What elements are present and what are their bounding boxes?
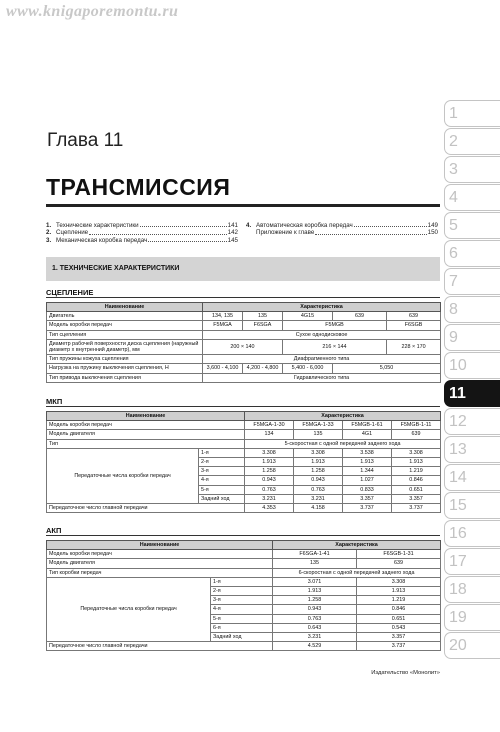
col-header: Наименование [47, 541, 273, 550]
table-cell: 1.219 [357, 596, 441, 605]
table-cell: 0.943 [294, 476, 343, 485]
chapter-tab-label: 10 [449, 357, 467, 374]
table-cell: 1.913 [392, 458, 441, 467]
chapter-tab-10[interactable] [444, 352, 500, 379]
toc-item[interactable] [246, 229, 438, 236]
table-cell: Передаточные числа коробки передач [47, 577, 211, 641]
table-cell: Двигатель [47, 312, 203, 321]
table-cell: 0.833 [343, 485, 392, 494]
akp-heading: АКП [46, 526, 62, 535]
table-row [47, 550, 441, 559]
table-row [47, 312, 441, 321]
table-cell: 0.943 [273, 605, 357, 614]
table-cell: 3.308 [392, 448, 441, 457]
toc-label: Сцепление [56, 229, 89, 237]
chapter-tab-label: 8 [449, 301, 458, 318]
table-cell: 4-я [199, 476, 245, 485]
chapter-tab-14[interactable] [444, 464, 500, 491]
table-cell: 1.913 [343, 458, 392, 467]
table-cell: 5-скоростная с одной передачей заднего хода [245, 439, 441, 448]
table-cell: F5MGB-1-11 [392, 421, 441, 430]
table-cell: 0.651 [392, 485, 441, 494]
table-row [47, 430, 441, 439]
table-cell: Тип коробки передач [47, 568, 273, 577]
table-cell: 3.071 [273, 577, 357, 586]
table-cell: Тип [47, 439, 245, 448]
table-cell: 6-я [211, 623, 273, 632]
table-cell: 639 [333, 312, 387, 321]
chapter-tab-label: 17 [449, 553, 467, 570]
title-rule [46, 204, 440, 207]
toc-num: 4. [246, 222, 252, 229]
chapter-tab-13[interactable] [444, 436, 500, 463]
table-row [47, 412, 441, 421]
table-cell: 3.308 [245, 448, 294, 457]
table-cell: Сухое однодисковое [203, 330, 441, 339]
table-cell: 3.737 [392, 504, 441, 513]
table-cell: F6SGB-1-31 [357, 550, 441, 559]
table-row [47, 568, 441, 577]
table-row [47, 642, 441, 651]
table-cell: Модель коробки передач [47, 321, 203, 330]
table-row [47, 504, 441, 513]
table-cell: 3.231 [294, 494, 343, 503]
toc-label: Технические характеристики [56, 222, 139, 229]
table-cell: Тип привода выключения сцепления [47, 373, 203, 382]
toc-dots [315, 229, 426, 234]
table-cell: 0.543 [357, 623, 441, 632]
table-cell: 3.357 [343, 494, 392, 503]
table-cell: 135 [294, 430, 343, 439]
table-cell: Передаточное число главной передачи [47, 504, 245, 513]
table-cell: 1.913 [294, 458, 343, 467]
toc-page: 142 [227, 229, 238, 237]
table-row [47, 577, 441, 586]
chapter-tab-2[interactable] [444, 128, 500, 155]
table-cell: 3.737 [343, 504, 392, 513]
table-cell: 0.943 [245, 476, 294, 485]
table-cell: 2-я [211, 587, 273, 596]
table-cell: 4.353 [245, 504, 294, 513]
table-row [47, 439, 441, 448]
chapter-tab-label: 7 [449, 273, 458, 290]
table-cell: 1.913 [245, 458, 294, 467]
table-cell: 134 [245, 430, 294, 439]
table-cell: 4G1 [343, 430, 392, 439]
publisher-credit: Издательство «Монолит» [371, 670, 440, 676]
toc-item[interactable] [46, 237, 238, 244]
chapter-tab-label: 5 [449, 217, 458, 234]
chapter-tab-6[interactable] [444, 240, 500, 267]
table-cell: 3.308 [357, 577, 441, 586]
table-cell: 0.651 [357, 614, 441, 623]
table-row [47, 321, 441, 330]
toc-num: 2. [46, 229, 52, 237]
chapter-tab-label: 11 [449, 385, 466, 402]
chapter-tab-label: 20 [449, 637, 467, 654]
table-cell: 134, 135 [203, 312, 243, 321]
toc-page: 145 [227, 236, 238, 244]
table-cell: F5MGA-1-33 [294, 421, 343, 430]
table-cell: 0.763 [245, 485, 294, 494]
chapter-tab-9[interactable] [444, 324, 500, 351]
watermark: www.knigaporemontu.ru [6, 3, 179, 20]
chapter-number: Глава 11 [47, 130, 124, 151]
chapter-tab-3[interactable] [444, 156, 500, 183]
table-cell: Гидравлического типа [203, 373, 441, 382]
toc-page: 141 [227, 222, 238, 229]
chapter-tab-label: 2 [449, 133, 458, 150]
toc-item[interactable] [46, 229, 238, 236]
table-cell: 0.763 [294, 485, 343, 494]
table-row [47, 373, 441, 382]
chapter-tab-label: 1 [449, 105, 458, 122]
section-title: 1. ТЕХНИЧЕСКИЕ ХАРАКТЕРИСТИКИ [52, 265, 180, 272]
table-cell: 1-я [199, 448, 245, 457]
table-cell: 3.308 [294, 448, 343, 457]
table-row [47, 421, 441, 430]
chapter-title: ТРАНСМИССИЯ [46, 174, 231, 200]
table-cell: 1.913 [273, 587, 357, 596]
chapter-tab-16[interactable] [444, 520, 500, 547]
clutch-rule [46, 297, 440, 298]
chapter-tab-label: 6 [449, 245, 458, 262]
toc-item[interactable] [246, 222, 438, 229]
table-row [47, 303, 441, 312]
table-cell: Модель коробки передач [47, 550, 273, 559]
table-cell: 5,050 [333, 364, 441, 373]
table-cell: 639 [357, 559, 441, 568]
table-cell: 2-я [199, 458, 245, 467]
table-cell: 216 × 144 [283, 339, 387, 354]
table-row [47, 355, 441, 364]
table-cell: Нагрузка на пружину выключения сцепления, Н [47, 364, 203, 373]
chapter-tab-label: 19 [449, 609, 467, 626]
table-cell: Диафрагменного типа [203, 355, 441, 364]
chapter-tab-11-active[interactable] [444, 380, 500, 407]
chapter-tab-label: 18 [449, 581, 467, 598]
table-cell: 0.643 [273, 623, 357, 632]
table-cell: 6-скоростная с одной передачей заднего хода [273, 568, 441, 577]
toc-label: Приложение к главе [256, 229, 315, 237]
table-cell: 3.231 [245, 494, 294, 503]
table-cell: 1.258 [273, 596, 357, 605]
table-cell: Тип сцепления [47, 330, 203, 339]
table-cell: 3.737 [357, 642, 441, 651]
toc-page: 150 [427, 229, 438, 237]
toc-num: 1. [46, 222, 52, 229]
table-cell: Передаточные числа коробки передач [47, 448, 199, 503]
col-header: Наименование [47, 412, 245, 421]
table-cell: 3.538 [343, 448, 392, 457]
table-cell: Модель двигателя [47, 430, 245, 439]
toc-item[interactable] [46, 222, 238, 229]
table-cell: 4.158 [294, 504, 343, 513]
table-cell: F6SGA [243, 321, 283, 330]
table-cell: 4-я [211, 605, 273, 614]
chapter-tab-8[interactable] [444, 296, 500, 323]
table-cell: Задний ход [211, 633, 273, 642]
table-row [47, 330, 441, 339]
mkp-table [46, 411, 441, 513]
table-cell: 5-я [211, 614, 273, 623]
table-cell: 3.357 [392, 494, 441, 503]
clutch-heading: СЦЕПЛЕНИЕ [46, 288, 94, 297]
clutch-table [46, 302, 441, 383]
table-cell: Тип пружины кожуха сцепления [47, 355, 203, 364]
section-header [46, 257, 440, 281]
table-cell: Модель двигателя [47, 559, 273, 568]
table-cell: 4.529 [273, 642, 357, 651]
chapter-tab-label: 13 [449, 441, 467, 458]
chapter-tab-label: 12 [449, 413, 467, 430]
chapter-tab-4[interactable] [444, 184, 500, 211]
table-cell: F5MGB-1-61 [343, 421, 392, 430]
toc-left [46, 222, 238, 244]
toc-dots [148, 237, 226, 242]
table-cell: 200 × 140 [203, 339, 283, 354]
table-cell: 1.027 [343, 476, 392, 485]
toc-right [246, 222, 438, 237]
col-header: Характеристика [203, 303, 441, 312]
toc-dots [89, 229, 227, 234]
table-cell: 3-я [211, 596, 273, 605]
col-header: Характеристика [245, 412, 441, 421]
table-cell: 639 [387, 312, 441, 321]
table-cell: 135 [243, 312, 283, 321]
table-cell: 0.846 [357, 605, 441, 614]
table-row [47, 541, 441, 550]
toc-num: 3. [46, 236, 52, 244]
toc-page: 149 [427, 222, 438, 229]
akp-table [46, 540, 441, 651]
toc-label: Автоматическая коробка передач [256, 222, 353, 229]
toc-dots [140, 222, 227, 227]
toc-label: Механическая коробка передач [56, 236, 148, 244]
table-cell: 5,400 - 6,000 [283, 364, 333, 373]
col-header: Характеристика [273, 541, 441, 550]
table-cell: 135 [273, 559, 357, 568]
chapter-tab-7[interactable] [444, 268, 500, 295]
table-cell: Передаточное число главной передачи [47, 642, 273, 651]
chapter-tab-5[interactable] [444, 212, 500, 239]
table-cell: 0.846 [392, 476, 441, 485]
table-cell: 5-я [199, 485, 245, 494]
toc-num [246, 229, 256, 236]
table-cell: 639 [392, 430, 441, 439]
table-cell: 0.763 [273, 614, 357, 623]
table-cell: Диаметр рабочей поверхности диска сцепления (наружный диаметр x внутренний диаметр), мм [47, 339, 203, 354]
table-cell: F6SGA-1-41 [273, 550, 357, 559]
table-cell: 1.258 [294, 467, 343, 476]
chapter-tab-label: 9 [449, 329, 458, 346]
col-header: Наименование [47, 303, 203, 312]
table-cell: Задний ход [199, 494, 245, 503]
table-cell: 1.258 [245, 467, 294, 476]
mkp-heading: МКП [46, 397, 63, 406]
table-cell: Модель коробки передач [47, 421, 245, 430]
table-row [47, 364, 441, 373]
table-cell: F5MGA-1-30 [245, 421, 294, 430]
chapter-tab-19[interactable] [444, 604, 500, 631]
chapter-tab-12[interactable] [444, 408, 500, 435]
chapter-tab-20[interactable] [444, 632, 500, 659]
table-cell: 4G15 [283, 312, 333, 321]
chapter-tab-1[interactable] [444, 100, 500, 127]
chapter-tab-17[interactable] [444, 548, 500, 575]
table-cell: 1.913 [357, 587, 441, 596]
table-row [47, 339, 441, 354]
chapter-tab-label: 16 [449, 525, 467, 542]
chapter-tab-18[interactable] [444, 576, 500, 603]
mkp-rule [46, 406, 440, 407]
table-cell: 3.231 [273, 633, 357, 642]
chapter-tab-15[interactable] [444, 492, 500, 519]
chapter-tab-label: 15 [449, 497, 467, 514]
table-cell: F5MGB [283, 321, 387, 330]
table-cell: 1.219 [392, 467, 441, 476]
toc-dots [354, 222, 427, 227]
table-cell: 228 × 170 [387, 339, 441, 354]
chapter-tab-label: 3 [449, 161, 458, 178]
table-cell: 1.344 [343, 467, 392, 476]
table-cell: 3,600 - 4,100 [203, 364, 243, 373]
table-cell: 4,200 - 4,800 [243, 364, 283, 373]
table-cell: 3.357 [357, 633, 441, 642]
table-cell: F6SGB [387, 321, 441, 330]
chapter-tab-label: 4 [449, 189, 458, 206]
table-cell: 1-я [211, 577, 273, 586]
table-cell: 3-я [199, 467, 245, 476]
akp-rule [46, 535, 440, 536]
table-row [47, 559, 441, 568]
table-cell: F5MGA [203, 321, 243, 330]
chapter-tab-label: 14 [449, 469, 467, 486]
table-row [47, 448, 441, 457]
